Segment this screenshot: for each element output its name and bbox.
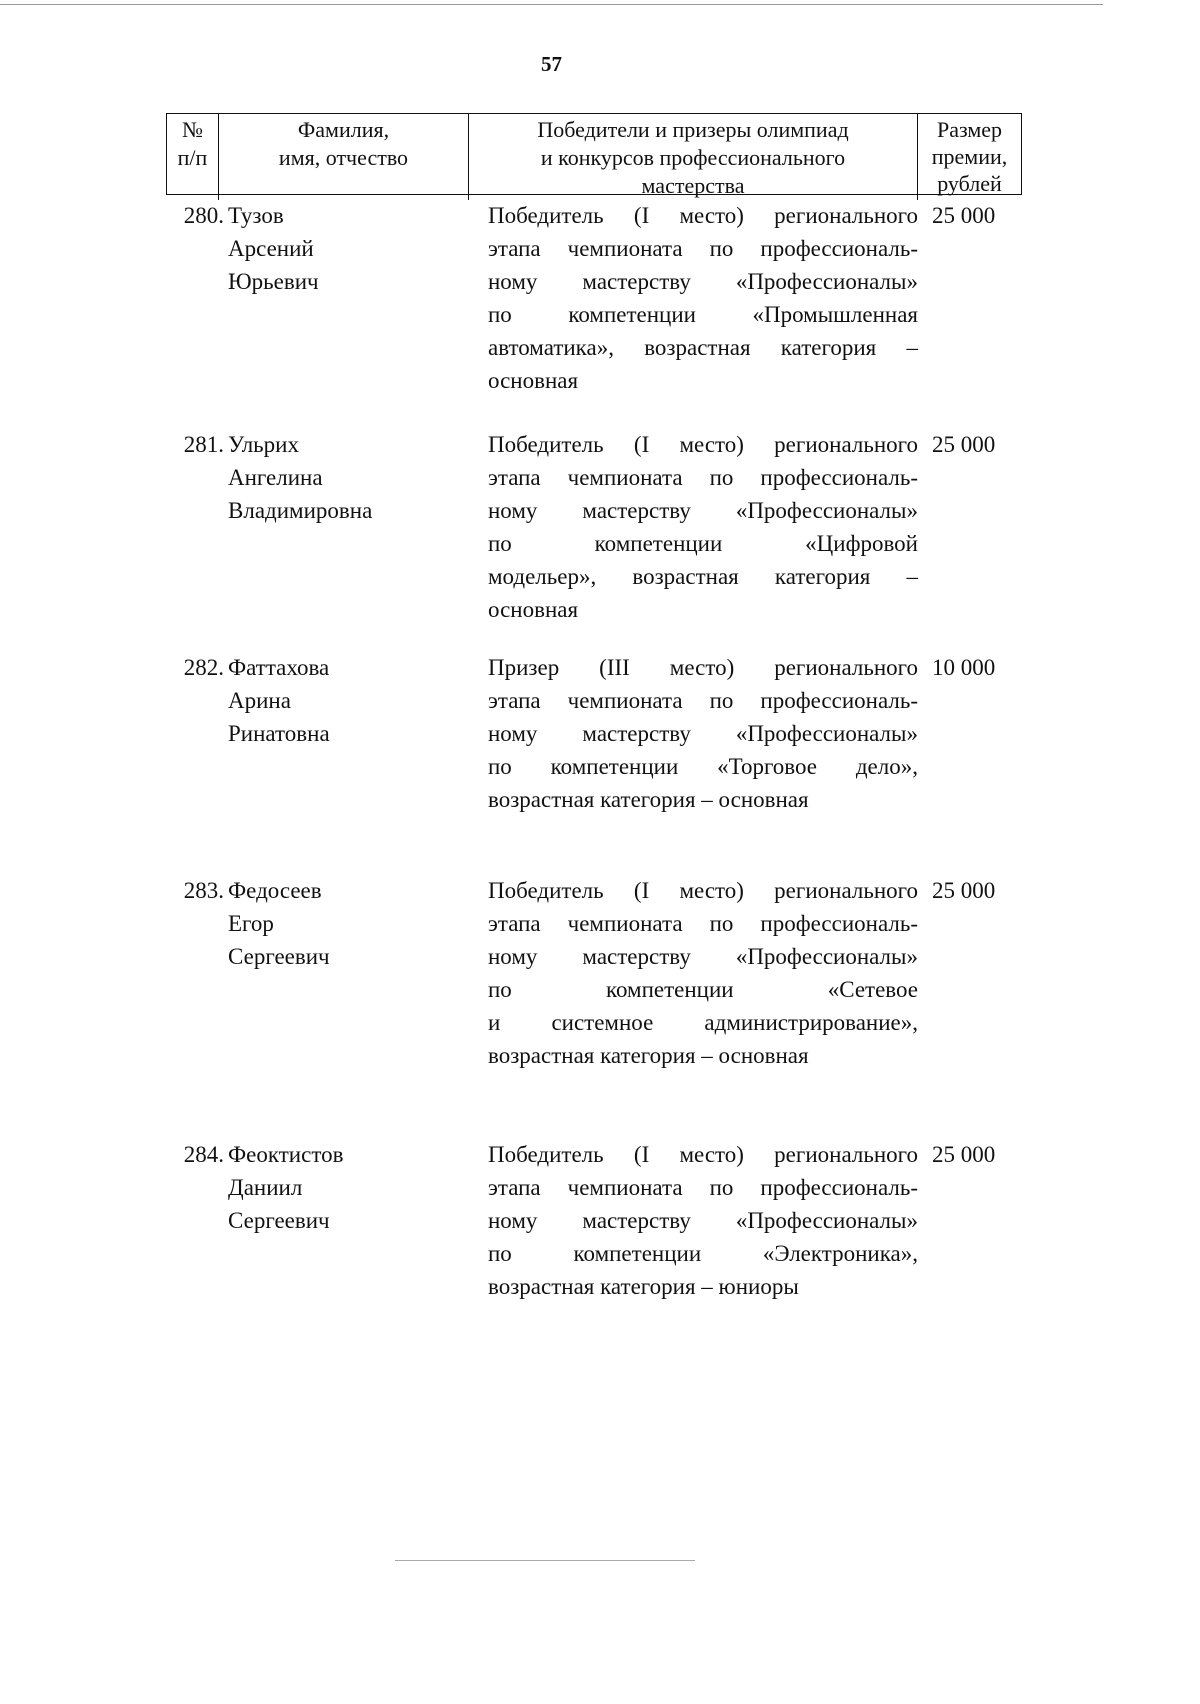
surname: Федосеев [228,878,322,903]
description-line: по компетенции «Сетевое [488,977,918,1002]
description-line: этапа чемпионата по профессиональ- [488,236,918,261]
header-title [469,114,918,200]
description-line: автоматика», возрастная категория – [488,335,918,360]
row-description [476,1138,918,1303]
description-line: по компетенции «Торговое дело», [488,754,918,779]
table-row [166,199,1022,397]
table-row [166,651,1022,816]
patronymic: Ринатовна [228,721,330,746]
description-line: этапа чемпионата по профессиональ- [488,1175,918,1200]
surname: Феоктистов [228,1142,344,1167]
header-num [167,114,219,200]
header-title-line: мастерства [641,173,745,198]
description-line: и системное администрирование», [488,1010,918,1035]
surname: Фаттахова [228,655,330,680]
description-line: ному мастерству «Профессионалы» [488,944,918,969]
header-name-line: Фамилия, [297,117,390,142]
surname: Ульрих [228,432,299,457]
row-name [226,1138,476,1303]
header-title-line: Победители и призеры олимпиад [537,117,849,142]
table-row [166,874,1022,1072]
description-line: возрастная категория – основная [488,1043,809,1068]
row-name [226,199,476,397]
patronymic: Сергеевич [228,1208,330,1233]
row-description [476,874,918,1072]
description-line: основная [488,368,579,393]
row-amount: 10 000 [932,655,996,680]
header-prize-line: Размер [936,117,1003,142]
patronymic: Юрьевич [228,269,319,294]
description-line: по компетенции «Электроника», [488,1241,918,1266]
row-number: 284. [183,1142,224,1167]
scan-bottom-edge [395,1560,695,1561]
table-row [166,1138,1022,1303]
description-line: Призер (III место) регионального [488,655,918,680]
row-number: 281. [183,432,224,457]
description-line: по компетенции «Промышленная [488,302,918,327]
header-prize-line: премии, [931,144,1008,169]
description-line: Победитель (I место) регионального [488,1142,918,1167]
header-prize-line: рублей [937,171,1002,196]
first-name: Егор [228,911,274,936]
patronymic: Сергеевич [228,944,330,969]
scan-top-edge [0,4,1103,5]
table-row [166,428,1022,626]
description-line: Победитель (I место) регионального [488,203,918,228]
description-line: по компетенции «Цифровой [488,531,918,556]
description-line: ному мастерству «Профессионалы» [488,498,918,523]
row-description [476,199,918,397]
description-line: этапа чемпионата по профессиональ- [488,465,918,490]
row-number: 282. [183,655,224,680]
description-line: основная [488,597,579,622]
header-prize [918,114,1021,200]
row-amount: 25 000 [932,203,996,228]
description-line: модельер», возрастная категория – [488,564,918,589]
description-line: ному мастерству «Профессионалы» [488,721,918,746]
row-description [476,428,918,626]
description-line: Победитель (I место) регионального [488,878,918,903]
row-number: 280. [183,203,224,228]
row-name [226,874,476,1072]
page-number: 57 [541,52,562,76]
first-name: Арсений [228,236,314,261]
header-num-line: п/п [177,145,208,170]
header-name [219,114,469,200]
row-description [476,651,918,816]
first-name: Ангелина [228,465,323,490]
row-amount: 25 000 [932,878,996,903]
row-name [226,428,476,626]
row-number: 283. [183,878,224,903]
header-title-line: и конкурсов профессионального [540,145,846,170]
table-header [166,113,1022,198]
description-line: этапа чемпионата по профессиональ- [488,688,918,713]
first-name: Арина [228,688,291,713]
row-name [226,651,476,816]
description-line: этапа чемпионата по профессиональ- [488,911,918,936]
surname: Тузов [228,203,284,228]
header-num-line: № [182,117,203,142]
header-name-line: имя, отчество [278,145,409,170]
description-line: ному мастерству «Профессионалы» [488,269,918,294]
row-amount: 25 000 [932,432,996,457]
description-line: возрастная категория – основная [488,787,809,812]
description-line: возрастная категория – юниоры [488,1274,799,1299]
first-name: Даниил [228,1175,303,1200]
description-line: ному мастерству «Профессионалы» [488,1208,918,1233]
description-line: Победитель (I место) регионального [488,432,918,457]
patronymic: Владимировна [228,498,373,523]
row-amount: 25 000 [932,1142,996,1167]
